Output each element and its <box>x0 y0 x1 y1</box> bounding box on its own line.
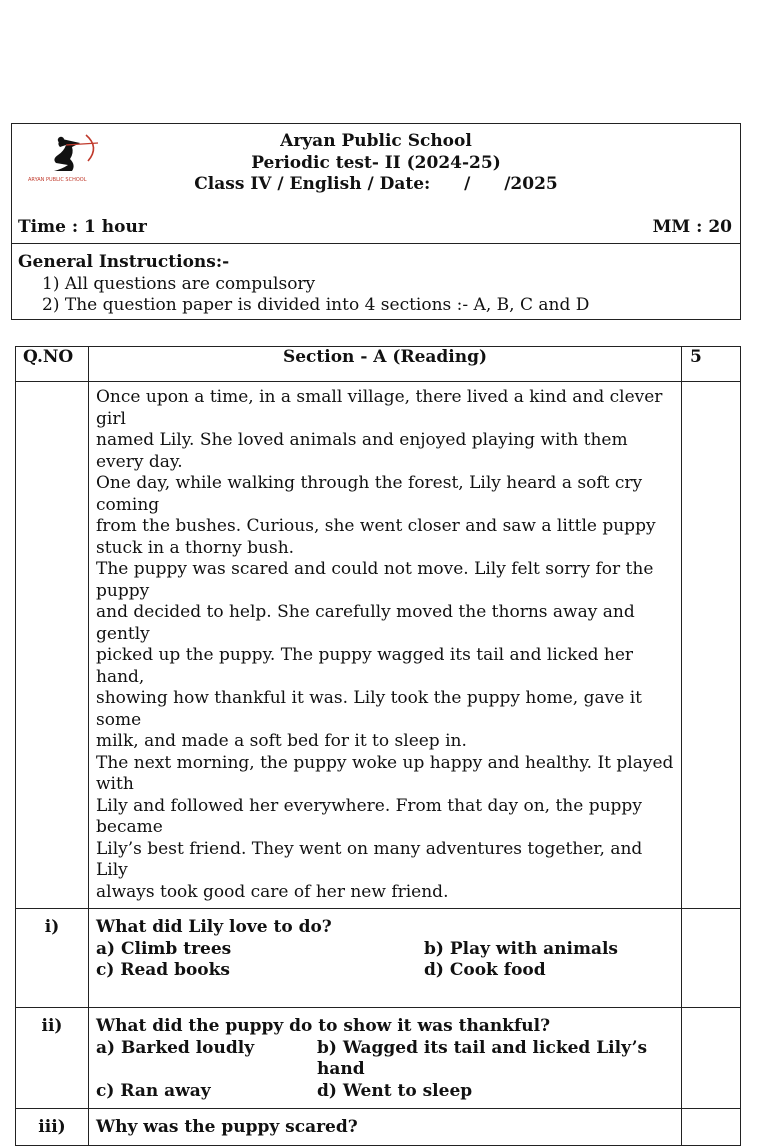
passage-line: Lily and followed her everywhere. From that day on, the puppy became <box>96 795 642 837</box>
time-marks-row <box>18 217 732 237</box>
option: d) Went to sleep <box>317 1080 473 1101</box>
question-table <box>15 346 741 1146</box>
reading-passage <box>89 382 682 909</box>
option: a) Climb trees <box>96 938 232 959</box>
option: c) Read books <box>96 960 230 980</box>
question-text: What did the puppy do to show it was thankful? <box>96 1016 551 1036</box>
school-name: Aryan Public School <box>280 131 472 151</box>
passage-line: named Lily. She loved animals and enjoyed playing with them every day. <box>96 430 628 472</box>
question-options <box>96 939 677 982</box>
passage-row <box>16 382 741 909</box>
question-text: What did Lily love to do? <box>96 917 332 937</box>
instruction-item: 2) The question paper is divided into 4 sections :- A, B, C and D <box>42 295 590 315</box>
time-allowed: Time : 1 hour <box>18 217 147 237</box>
instruction-item: 1) All questions are compulsory <box>42 273 316 294</box>
header-divider <box>12 243 740 244</box>
passage-line: picked up the puppy. The puppy wagged its tail and licked her hand, <box>96 645 634 687</box>
class-subject-date: Class IV / English / Date: <box>194 174 431 194</box>
question-text: Why was the puppy scared? <box>89 1109 682 1146</box>
question-row <box>16 1008 741 1109</box>
option: a) Barked loudly <box>96 1037 255 1058</box>
passage-line: showing how thankful it was. Lily took the puppy home, gave it some <box>96 688 642 730</box>
header-titles <box>12 131 740 196</box>
option: c) Ran away <box>96 1080 211 1101</box>
max-marks: MM : 20 <box>652 217 732 237</box>
passage-line: from the bushes. Curious, she went closer and saw a little puppy <box>96 516 656 536</box>
option: d) Cook food <box>424 960 546 980</box>
passage-line: Once upon a time, in a small village, there lived a kind and clever girl <box>96 387 663 429</box>
general-instructions <box>18 252 589 317</box>
question-row <box>16 909 741 1008</box>
date-year: /2025 <box>504 174 558 194</box>
section-marks: 5 <box>682 347 741 382</box>
question-options <box>96 1038 677 1103</box>
question-number: ii) <box>16 1008 89 1109</box>
qno-header: Q.NO <box>16 347 89 382</box>
passage-line: milk, and made a soft bed for it to sleep in. <box>96 731 467 751</box>
passage-line: One day, while walking through the forest, Lily heard a soft cry coming <box>96 473 643 515</box>
test-name: Periodic test- II (2024-25) <box>251 152 501 173</box>
option: b) Wagged its tail and licked Lily’s hand <box>317 1037 648 1079</box>
question-number: i) <box>16 909 89 1008</box>
option: b) Play with animals <box>424 938 618 959</box>
passage-line: The puppy was scared and could not move. Lily felt sorry for the puppy <box>96 559 654 601</box>
table-header-row <box>16 347 741 382</box>
instructions-title: General Instructions:- <box>18 252 230 272</box>
section-title: Section - A (Reading) <box>89 347 682 382</box>
passage-line: stuck in a thorny bush. <box>96 537 295 558</box>
exam-header <box>11 123 741 320</box>
question-number: iii) <box>16 1109 89 1146</box>
passage-line: and decided to help. She carefully moved the thorns away and gently <box>96 602 635 644</box>
svg-text:ARYAN PUBLIC SCHOOL: ARYAN PUBLIC SCHOOL <box>28 177 87 183</box>
passage-line: always took good care of her new friend. <box>96 881 449 902</box>
question-body <box>89 909 682 1008</box>
question-body <box>89 1008 682 1109</box>
passage-line: The next morning, the puppy woke up happy and healthy. It played with <box>96 752 674 794</box>
passage-line: Lily’s best friend. They went on many adventures together, and Lily <box>96 838 643 880</box>
date-slash: / <box>464 174 471 194</box>
class-date-line <box>12 174 740 196</box>
question-row <box>16 1109 741 1146</box>
